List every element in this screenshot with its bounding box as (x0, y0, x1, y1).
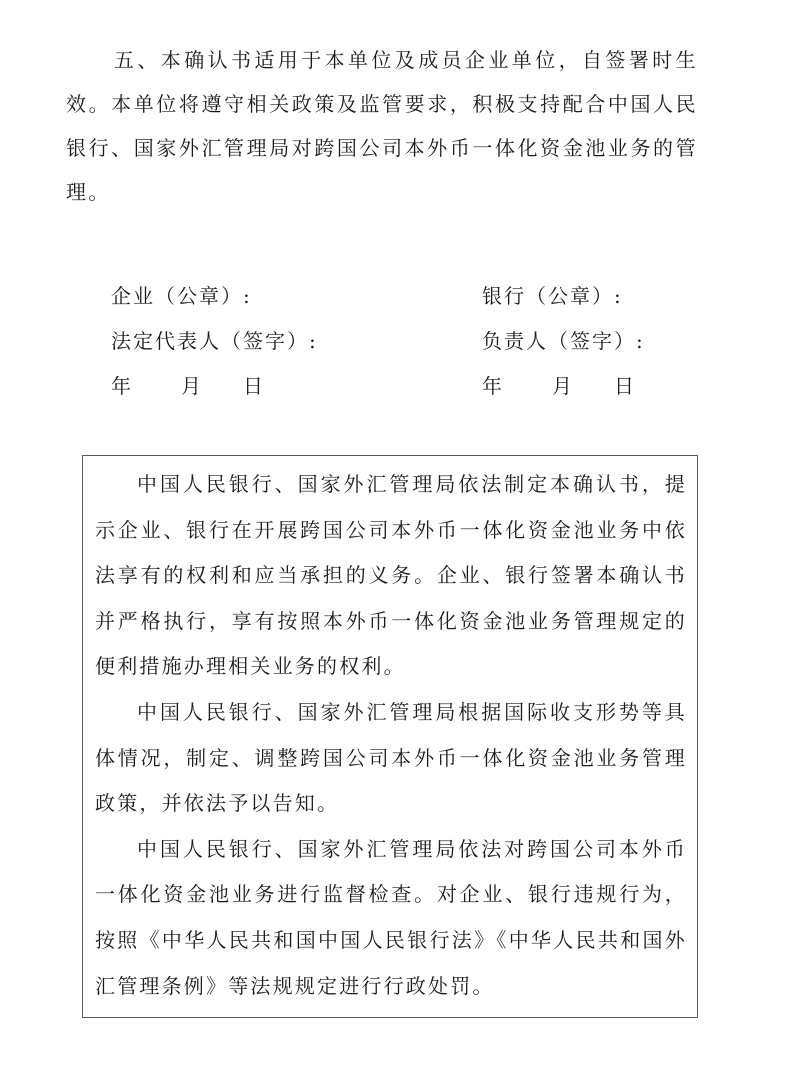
bank-seal-label: 银行（公章）: (482, 284, 623, 308)
regulatory-notice-box (82, 455, 698, 1018)
bank-responsible-person-label: 负责人（签字）: (482, 329, 645, 353)
bank-date-day: 日 (614, 374, 636, 398)
enterprise-date-line (111, 364, 318, 409)
notice-paragraph-supervision: 中国人民银行、国家外汇管理局依法对跨国公司本外币一体化资金池业务进行监督检查。对企业、银行违规行为，按照《中华人民共和国中国人民银行法》《中华人民共和国外汇管理条例》等法规规定进行行政处罚。 (95, 836, 687, 998)
enterprise-date-month: 月 (181, 374, 203, 398)
notice-paragraph-policy: 中国人民银行、国家外汇管理局根据国际收支形势等具体情况，制定、调整跨国公司本外币一体化资金池业务管理政策，并依法予以告知。 (95, 699, 687, 816)
bank-date-line (482, 364, 645, 409)
bank-date-month: 月 (552, 374, 574, 398)
enterprise-date-year: 年 (111, 374, 133, 398)
legal-representative-label: 法定代表人（签字）: (111, 329, 318, 353)
notice-paragraph-rights: 中国人民银行、国家外汇管理局依法制定本确认书，提示企业、银行在开展跨国公司本外币一体化资金池业务中依法享有的权利和应当承担的义务。企业、银行签署本确认书并严格执行，享有按照本外币一体化资金池业务管理规定的便利措施办理相关业务的权利。 (95, 472, 687, 679)
enterprise-signature-block (111, 274, 318, 409)
bank-signature-block (482, 274, 645, 409)
enterprise-seal-label: 企业（公章）: (111, 284, 252, 308)
clause-five-paragraph: 五、本确认书适用于本单位及成员企业单位，自签署时生效。本单位将遵守相关政策及监管要求，积极支持配合中国人民银行、国家外汇管理局对跨国公司本外币一体化资金池业务的管理。 (66, 48, 698, 204)
bank-date-year: 年 (482, 374, 504, 398)
enterprise-date-day: 日 (243, 374, 265, 398)
